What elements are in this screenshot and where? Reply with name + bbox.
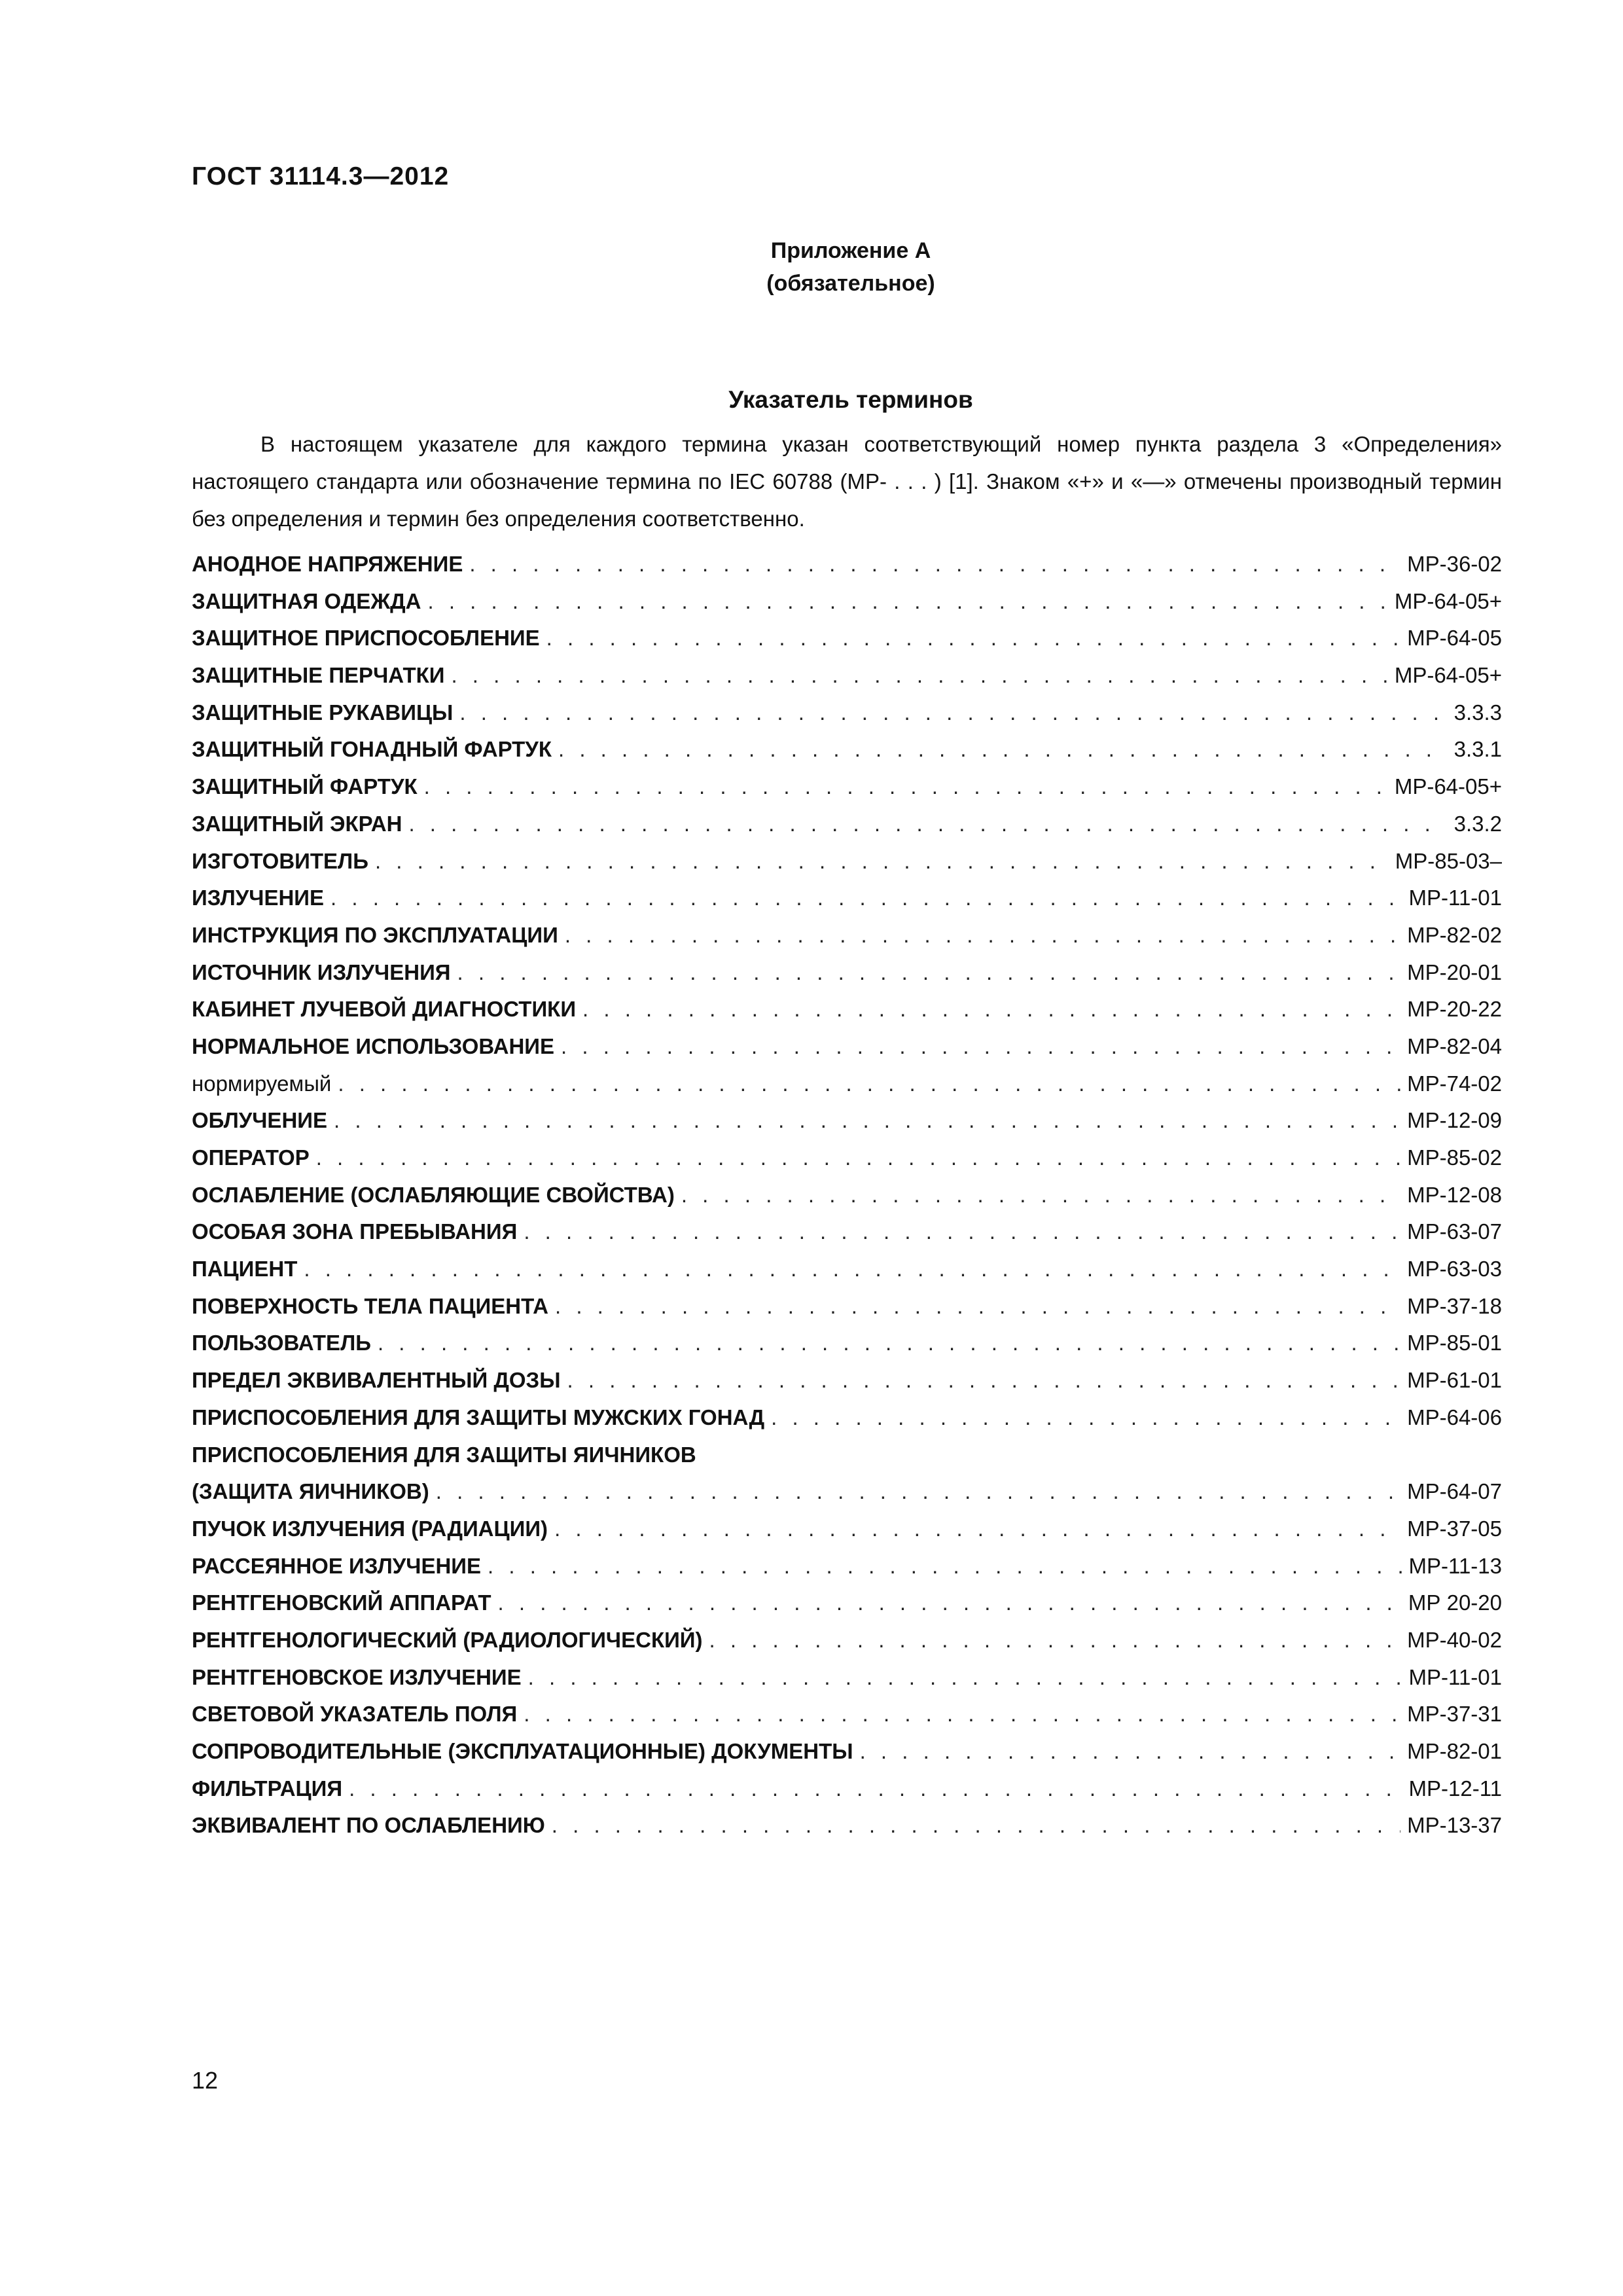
index-term: РАССЕЯННОЕ ИЗЛУЧЕНИЕ xyxy=(192,1553,482,1578)
dot-leader xyxy=(565,917,1400,954)
dot-leader xyxy=(524,1696,1400,1733)
dot-leader xyxy=(338,1066,1400,1103)
index-reference: МР-13-37 xyxy=(1407,1813,1502,1838)
index-term: СОПРОВОДИТЕЛЬНЫЕ (ЭКСПЛУАТАЦИОННЫЕ) ДОКУМЕНТЫ xyxy=(192,1739,853,1763)
index-reference: МР-85-02 xyxy=(1407,1145,1502,1170)
index-reference: МР-85-03– xyxy=(1395,848,1502,873)
index-reference: МР-40-02 xyxy=(1407,1627,1502,1652)
index-entry xyxy=(192,1733,1502,1770)
dot-leader xyxy=(424,768,1388,806)
index-term: ПРЕДЕЛ ЭКВИВАЛЕНТНЫЙ ДОЗЫ xyxy=(192,1368,561,1393)
index-entry xyxy=(192,1139,1502,1177)
index-entry xyxy=(192,1770,1502,1808)
index-reference: МР-20-22 xyxy=(1407,997,1502,1022)
index-title: Указатель терминов xyxy=(728,386,973,413)
index-term: ЗАЩИТНОЕ ПРИСПОСОБЛЕНИЕ xyxy=(192,626,540,651)
index-entry xyxy=(192,694,1502,732)
dot-leader xyxy=(378,1325,1400,1362)
document-header: ГОСТ 31114.3—2012 xyxy=(192,162,450,190)
index-reference: МР-64-07 xyxy=(1407,1479,1502,1504)
index-term: ПОЛЬЗОВАТЕЛЬ xyxy=(192,1331,371,1355)
index-entry xyxy=(192,1251,1502,1288)
dot-leader xyxy=(681,1177,1400,1214)
index-entry xyxy=(192,1399,1502,1437)
index-reference: 3.3.2 xyxy=(1454,811,1502,836)
index-term: ИЗЛУЧЕНИЕ xyxy=(192,886,325,910)
index-reference: МР-12-08 xyxy=(1407,1182,1502,1207)
index-term: нормируемый xyxy=(192,1071,332,1096)
index-reference: МР-11-01 xyxy=(1408,1664,1502,1689)
index-reference: МР-64-05+ xyxy=(1394,663,1502,688)
index-term: РЕНТГЕНОВСКОЕ ИЗЛУЧЕНИЕ xyxy=(192,1664,522,1689)
index-entry xyxy=(192,880,1502,917)
index-reference: МР-11-01 xyxy=(1408,886,1502,910)
dot-leader xyxy=(558,731,1448,768)
index-reference: МР-64-05+ xyxy=(1394,588,1502,613)
index-term: ИНСТРУКЦИЯ ПО ЭКСПЛУАТАЦИИ xyxy=(192,922,558,947)
appendix-heading xyxy=(654,234,1047,300)
index-entry xyxy=(192,1807,1502,1844)
index-term: ЭКВИВАЛЕНТ ПО ОСЛАБЛЕНИЮ xyxy=(192,1813,545,1838)
index-term: АНОДНОЕ НАПРЯЖЕНИЕ xyxy=(192,552,463,576)
index-reference: МР-36-02 xyxy=(1407,552,1502,576)
dot-leader xyxy=(552,1807,1400,1844)
index-term: ПУЧОК ИЗЛУЧЕНИЯ (РАДИАЦИИ) xyxy=(192,1516,548,1541)
dot-leader xyxy=(304,1251,1400,1288)
index-reference: МР-61-01 xyxy=(1407,1368,1502,1393)
index-entry xyxy=(192,1437,1502,1474)
dot-leader xyxy=(451,657,1387,694)
index-entry xyxy=(192,1473,1502,1511)
page-number: 12 xyxy=(192,2067,219,2094)
index-entry xyxy=(192,1213,1502,1251)
index-term: ЗАЩИТНЫЙ ФАРТУК xyxy=(192,774,418,799)
index-term: ОБЛУЧЕНИЕ xyxy=(192,1108,328,1133)
index-entry xyxy=(192,1622,1502,1659)
dot-leader xyxy=(349,1770,1402,1808)
dot-leader xyxy=(561,1028,1400,1066)
index-reference: МР-82-01 xyxy=(1407,1739,1502,1763)
index-term: ИЗГОТОВИТЕЛЬ xyxy=(192,848,368,873)
dot-leader xyxy=(524,1213,1400,1251)
index-entry xyxy=(192,1696,1502,1733)
index-entry xyxy=(192,1548,1502,1585)
index-entry xyxy=(192,954,1502,992)
index-term: ФИЛЬТРАЦИЯ xyxy=(192,1776,343,1801)
index-term: ИСТОЧНИК ИЗЛУЧЕНИЯ xyxy=(192,960,451,984)
index-term: ПОВЕРХНОСТЬ ТЕЛА ПАЦИЕНТА xyxy=(192,1293,548,1318)
index-reference: МР-64-06 xyxy=(1407,1405,1502,1429)
dot-leader xyxy=(546,620,1400,657)
index-reference: МР-37-05 xyxy=(1407,1516,1502,1541)
index-entry xyxy=(192,731,1502,768)
dot-leader xyxy=(408,806,1447,843)
intro-paragraph: В настоящем указателе для каждого термина указан соответствующий номер пункта раздела 3 «Определения» настоящего стандарта или обозначение термина по IEC 60788 (МР- . . . ) [1]. Знаком «+» и «—» отмечены производный термин без определения и термин без определения соответственно. xyxy=(192,432,1502,531)
index-entry xyxy=(192,546,1502,583)
index-reference: МР-74-02 xyxy=(1407,1071,1502,1096)
index-entry xyxy=(192,917,1502,954)
dot-leader xyxy=(582,991,1400,1028)
index-term: ОСЛАБЛЕНИЕ (ОСЛАБЛЯЮЩИЕ СВОЙСТВА) xyxy=(192,1182,675,1207)
index-term: НОРМАЛЬНОЕ ИСПОЛЬЗОВАНИЕ xyxy=(192,1033,555,1058)
index-reference: МР-12-11 xyxy=(1408,1776,1502,1801)
index-reference: МР-64-05 xyxy=(1407,626,1502,651)
index-entry xyxy=(192,1362,1502,1399)
index-term: ОСОБАЯ ЗОНА ПРЕБЫВАНИЯ xyxy=(192,1219,518,1244)
index-term: ЗАЩИТНАЯ ОДЕЖДА xyxy=(192,588,421,613)
appendix-status: (обязательное) xyxy=(766,271,935,296)
index-entry xyxy=(192,1066,1502,1103)
dot-leader xyxy=(498,1585,1402,1622)
index-term: ЗАЩИТНЫЙ ГОНАДНЫЙ ФАРТУК xyxy=(192,737,552,762)
dot-leader xyxy=(427,583,1387,620)
index-term: ЗАЩИТНЫЕ РУКАВИЦЫ xyxy=(192,700,454,725)
index-reference: МР-63-03 xyxy=(1407,1257,1502,1282)
appendix-title: Приложение А xyxy=(770,238,931,263)
index-entry xyxy=(192,1585,1502,1622)
index-term: ПАЦИЕНТ xyxy=(192,1257,298,1282)
index-term: ПРИСПОСОБЛЕНИЯ ДЛЯ ЗАЩИТЫ ЯИЧНИКОВ xyxy=(192,1442,696,1467)
index-term: КАБИНЕТ ЛУЧЕВОЙ ДИАГНОСТИКИ xyxy=(192,997,577,1022)
index-entry xyxy=(192,657,1502,694)
index-reference: МР-11-13 xyxy=(1408,1553,1502,1578)
index-reference: МР-82-02 xyxy=(1407,922,1502,947)
index-reference: МР-37-18 xyxy=(1407,1293,1502,1318)
index-reference: 3.3.3 xyxy=(1454,700,1502,725)
index-reference: МР-12-09 xyxy=(1407,1108,1502,1133)
index-term: ЗАЩИТНЫЕ ПЕРЧАТКИ xyxy=(192,663,445,688)
dot-leader xyxy=(567,1362,1401,1399)
index-reference: МР-82-04 xyxy=(1407,1033,1502,1058)
dot-leader xyxy=(457,954,1401,992)
dot-leader xyxy=(334,1102,1400,1139)
index-term: ПРИСПОСОБЛЕНИЯ ДЛЯ ЗАЩИТЫ МУЖСКИХ ГОНАД xyxy=(192,1405,765,1429)
index-entry xyxy=(192,583,1502,620)
index-entry xyxy=(192,1102,1502,1139)
index-entry xyxy=(192,1028,1502,1066)
index-entry xyxy=(192,1659,1502,1696)
index-entry xyxy=(192,843,1502,880)
index-term: ОПЕРАТОР xyxy=(192,1145,310,1170)
index-reference: МР-37-31 xyxy=(1407,1702,1502,1727)
index-term: РЕНТГЕНОЛОГИЧЕСКИЙ (РАДИОЛОГИЧЕСКИЙ) xyxy=(192,1627,703,1652)
dot-leader xyxy=(469,546,1400,583)
dot-leader xyxy=(316,1139,1400,1177)
index-entry xyxy=(192,1288,1502,1325)
dot-leader xyxy=(709,1622,1401,1659)
index-term: РЕНТГЕНОВСКИЙ АППАРАТ xyxy=(192,1590,491,1615)
term-index-list xyxy=(192,546,1502,1844)
dot-leader xyxy=(860,1733,1401,1770)
index-term: (ЗАЩИТА ЯИЧНИКОВ) xyxy=(192,1479,429,1504)
index-entry xyxy=(192,768,1502,806)
dot-leader xyxy=(555,1288,1400,1325)
index-entry xyxy=(192,620,1502,657)
index-entry xyxy=(192,1511,1502,1548)
index-entry xyxy=(192,806,1502,843)
dot-leader xyxy=(771,1399,1400,1437)
index-term: СВЕТОВОЙ УКАЗАТЕЛЬ ПОЛЯ xyxy=(192,1702,518,1727)
index-reference: МР-20-01 xyxy=(1407,960,1502,984)
index-entry xyxy=(192,1325,1502,1362)
index-reference: МР 20-20 xyxy=(1408,1590,1502,1615)
index-reference: МР-85-01 xyxy=(1407,1331,1502,1355)
dot-leader xyxy=(459,694,1447,732)
index-reference: МР-64-05+ xyxy=(1394,774,1502,799)
index-entry xyxy=(192,991,1502,1028)
dot-leader xyxy=(488,1548,1402,1585)
index-entry xyxy=(192,1177,1502,1214)
index-term: ЗАЩИТНЫЙ ЭКРАН xyxy=(192,811,402,836)
dot-leader xyxy=(375,843,1389,880)
dot-leader xyxy=(528,1659,1402,1696)
index-reference: 3.3.1 xyxy=(1454,737,1502,762)
dot-leader xyxy=(554,1511,1400,1548)
dot-leader xyxy=(330,880,1402,917)
index-reference: МР-63-07 xyxy=(1407,1219,1502,1244)
dot-leader xyxy=(436,1473,1400,1511)
